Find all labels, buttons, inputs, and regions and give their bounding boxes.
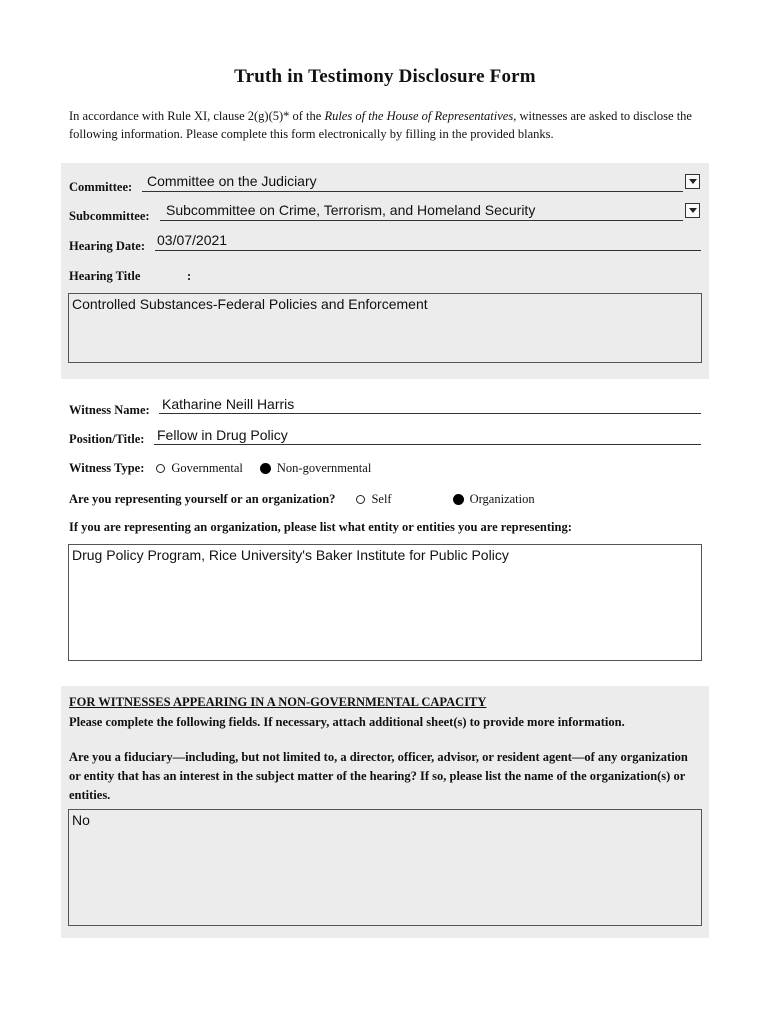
radio-organization[interactable] — [453, 492, 535, 507]
hearing-date-underline — [155, 250, 701, 251]
committee-dropdown-icon[interactable] — [685, 174, 700, 189]
entities-label: If you are representing an organization, please list what entity or entities you are representing: — [69, 520, 572, 534]
radio-governmental-label: Governmental — [171, 461, 243, 475]
hearing-title-box[interactable] — [68, 293, 702, 363]
position-underline — [154, 444, 701, 445]
representing-label: Are you representing yourself or an organization? — [69, 492, 336, 506]
hearing-date-label: Hearing Date: — [69, 239, 146, 253]
witness-name-label: Witness Name: — [69, 403, 150, 417]
radio-self-label: Self — [371, 492, 392, 506]
position-field[interactable]: Fellow in Drug Policy — [157, 427, 288, 443]
hearing-title-colon: : — [187, 269, 192, 283]
witness-name-field[interactable]: Katharine Neill Harris — [162, 396, 295, 412]
entities-value: Drug Policy Program, Rice University's Baker Institute for Public Policy — [72, 547, 509, 563]
position-label: Position/Title: — [69, 432, 145, 446]
radio-empty-icon — [356, 495, 365, 504]
radio-self[interactable] — [356, 492, 391, 507]
radio-organization-label: Organization — [469, 492, 535, 506]
hearing-title-value: Controlled Substances-Federal Policies and Enforcement — [72, 296, 428, 312]
radio-non-governmental-label: Non-governmental — [276, 461, 372, 475]
subcommittee-select[interactable]: Subcommittee on Crime, Terrorism, and Homeland Security — [166, 202, 536, 218]
radio-filled-icon — [260, 463, 271, 474]
committee-select[interactable]: Committee on the Judiciary — [147, 173, 317, 189]
witness-type-row — [69, 461, 371, 476]
radio-filled-icon — [453, 494, 464, 505]
fiduciary-question: Are you a fiduciary—including, but not limited to, a director, officer, advisor, or resident agent—of any organization or entity that has an interest in the subject matter of the hearing? If so, please list the name of the organization(s) or entities. — [69, 750, 688, 802]
representing-row — [69, 492, 535, 507]
witness-type-label: Witness Type: — [69, 461, 145, 475]
intro-text: In accordance with Rule XI, clause 2(g)(5)* of the Rules of the House of Representatives, witnesses are asked to disclose the following information. Please complete this form electronically by filling in the provided blanks. — [69, 109, 692, 141]
nongov-instructions: Please complete the following fields. If necessary, attach additional sheet(s) to provide more information. — [69, 715, 625, 729]
committee-label: Committee: — [69, 180, 133, 194]
witness-name-underline — [159, 413, 701, 414]
fiduciary-box[interactable] — [68, 809, 702, 926]
fiduciary-value: No — [72, 812, 90, 828]
hearing-date-field[interactable]: 03/07/2021 — [157, 232, 228, 248]
subcommittee-label: Subcommittee: — [69, 209, 150, 223]
committee-underline — [142, 191, 683, 192]
entities-box[interactable] — [68, 544, 702, 661]
subcommittee-underline — [160, 220, 683, 221]
radio-non-governmental[interactable] — [260, 461, 371, 476]
subcommittee-dropdown-icon[interactable] — [685, 203, 700, 218]
radio-empty-icon — [156, 464, 165, 473]
form-title: Truth in Testimony Disclosure Form — [234, 66, 536, 87]
nongov-heading: FOR WITNESSES APPEARING IN A NON-GOVERNMENTAL CAPACITY — [69, 695, 487, 709]
radio-governmental[interactable] — [156, 461, 243, 476]
hearing-title-label: Hearing Title — [69, 269, 141, 283]
